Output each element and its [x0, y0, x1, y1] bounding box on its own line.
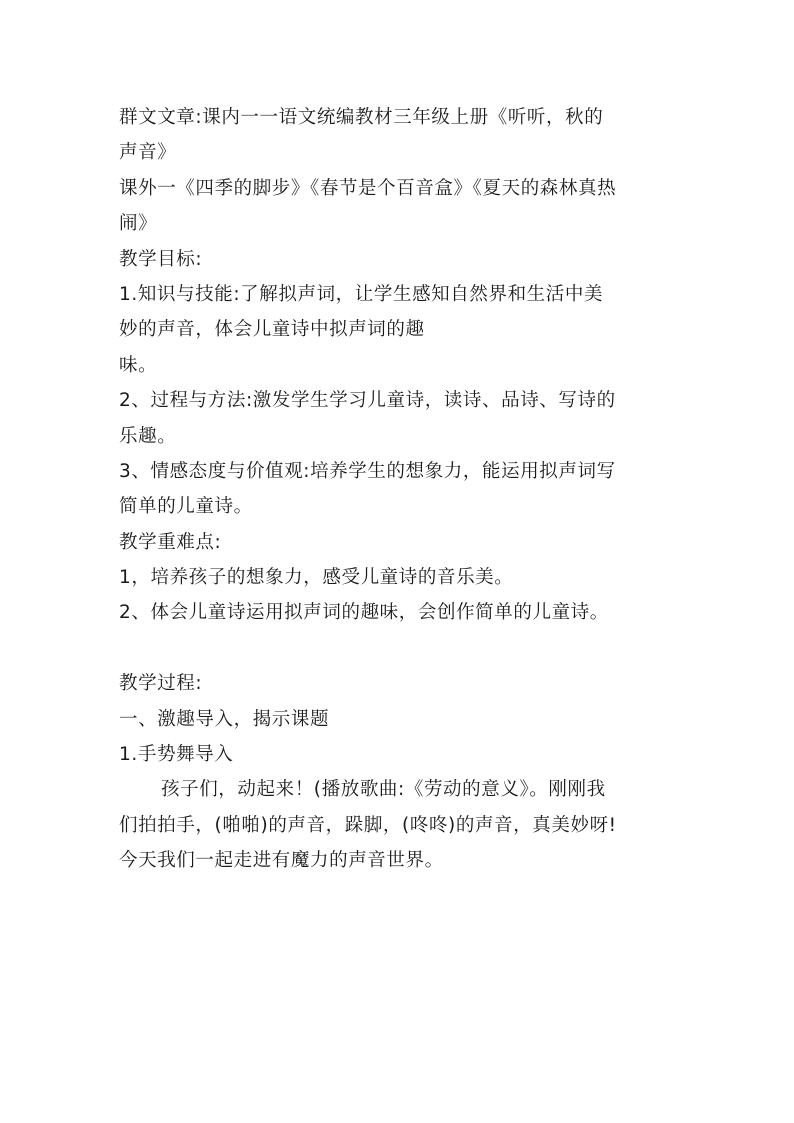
text-line: 声音》 [119, 142, 177, 164]
section-heading-objectives: 教学目标: [119, 248, 203, 270]
paragraph-line: 今天我们一起走进有魔力的声音世界。 [119, 850, 444, 872]
subheading-line: 一、激趣导入，揭示课题 [119, 708, 330, 730]
section-heading-process: 教学过程: [119, 673, 203, 695]
text-line: 妙的声音，体会儿童诗中拟声词的趣 [119, 319, 425, 341]
paragraph-line: 孩子们，动起来！(播放歌曲:《劳动的意义》。刚刚我 [161, 779, 606, 801]
text-line: 1.知识与技能:了解拟声词，让学生感知自然界和生活中美 [119, 283, 604, 305]
text-line: 味。 [119, 354, 158, 376]
text-line: 闹》 [119, 213, 158, 235]
section-heading-key-points: 教学重难点: [119, 531, 222, 553]
text-line: 乐趣。 [119, 425, 177, 447]
text-line: 群文文章:课内一一语文统编教材三年级上册《听听，秋的 [119, 107, 604, 128]
text-line: 简单的儿童诗。 [119, 496, 253, 518]
text-line: 2、过程与方法:激发学生学习儿童诗，读诗、品诗、写诗的 [119, 390, 616, 412]
paragraph-line: 们拍拍手，(啪啪)的声音，跺脚，(咚咚)的声音，真美妙呀! [119, 814, 617, 836]
text-line: 2、体会儿童诗运用拟声词的趣味，会创作简单的儿童诗。 [119, 602, 609, 624]
blank-line [119, 631, 679, 666]
text-line: 1，培养孩子的想象力，感受儿童诗的音乐美。 [119, 567, 514, 589]
text-line: 课外一《四季的脚步》《春节是个百音盒》《夏天的森林真热 [119, 177, 617, 199]
text-line: 3、情感态度与价值观:培养学生的想象力，能运用拟声词写 [119, 460, 616, 482]
subheading-line: 1.手势舞导入 [119, 744, 234, 766]
document-body [119, 100, 679, 879]
